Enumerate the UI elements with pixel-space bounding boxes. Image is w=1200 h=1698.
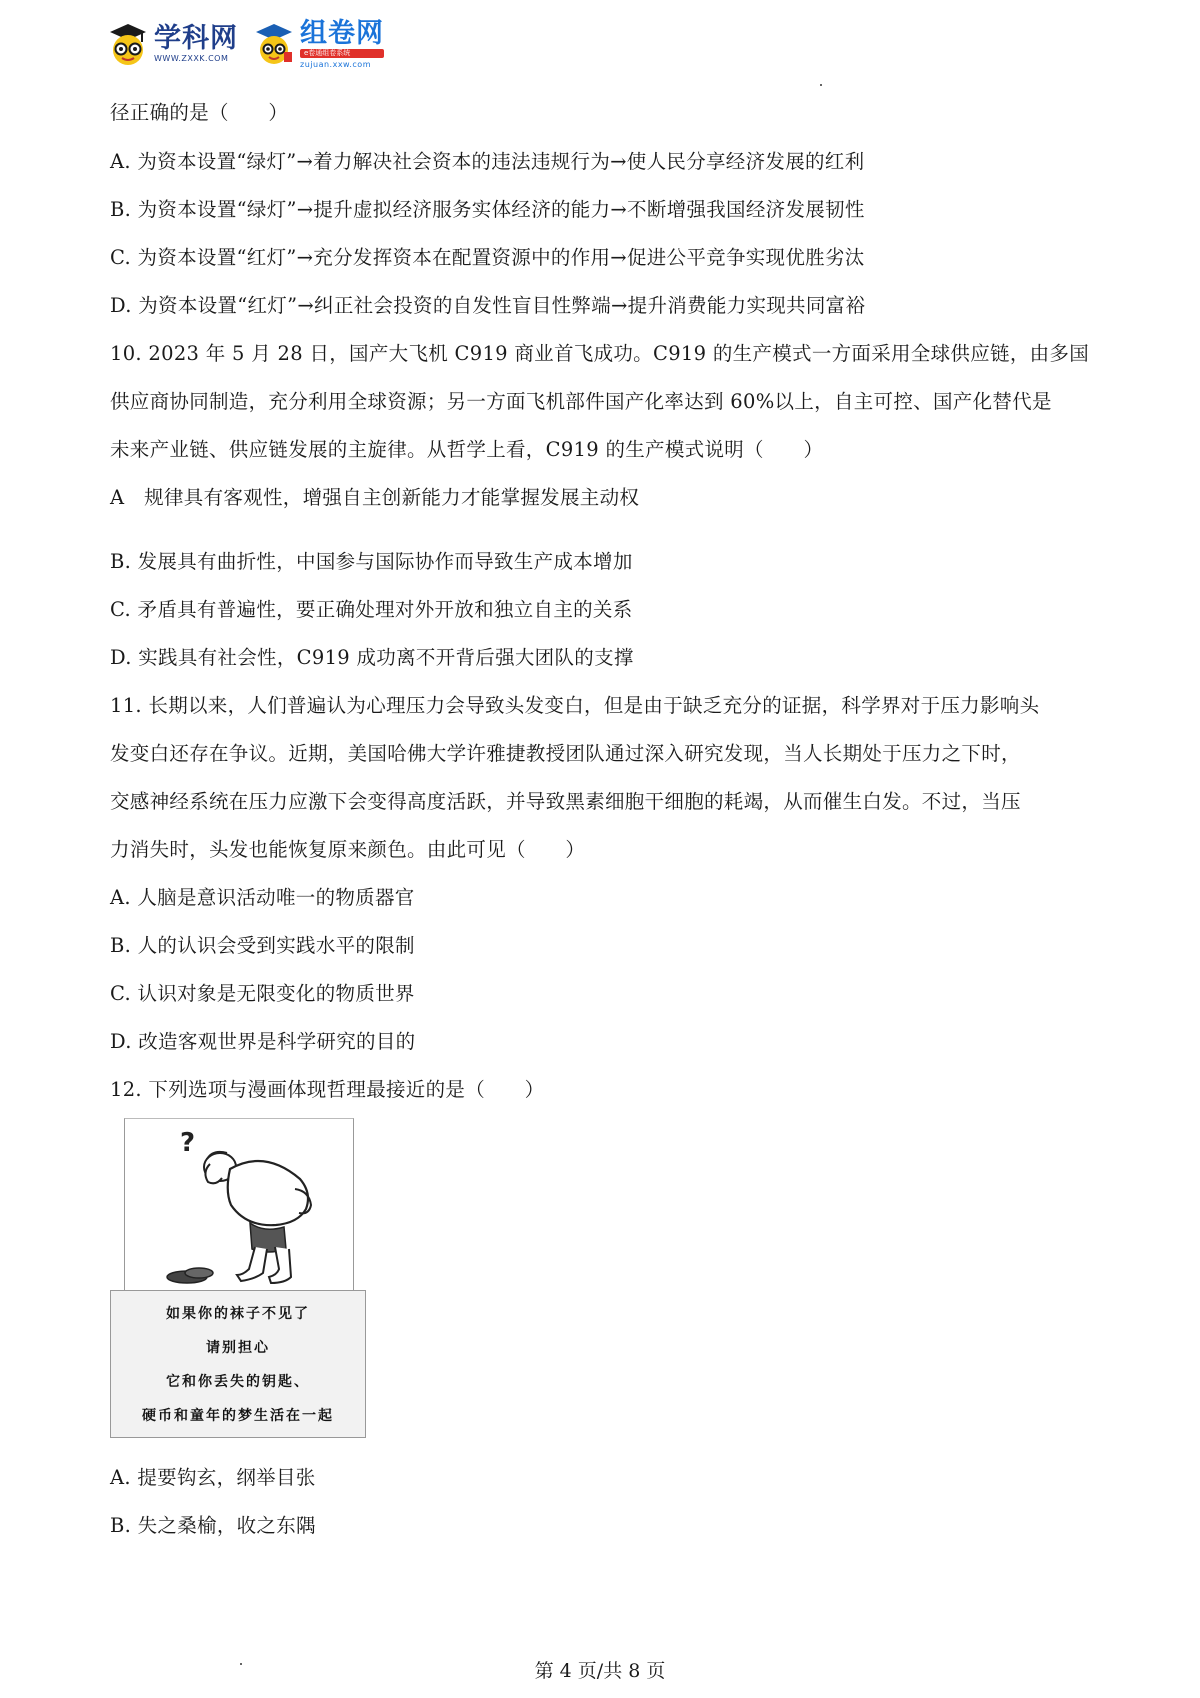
- cartoon-question-mark: ?: [180, 1128, 196, 1158]
- q9-option-a: A. 为资本设置“绿灯”→着力解决社会资本的违法违规行为→使人民分享经济发展的红利: [110, 150, 865, 173]
- scan-speck: [820, 84, 822, 86]
- cartoon-caption-line4: 硬币和童年的梦生活在一起: [142, 1408, 334, 1424]
- q11-stem-line1: 11. 长期以来，人们普遍认为心理压力会导致头发变白，但是由于缺乏充分的证据，科学界对于压力影响头: [110, 694, 1040, 717]
- cartoon-caption-line1: 如果你的袜子不见了: [166, 1306, 310, 1322]
- zxxk-mascot-icon: [108, 22, 148, 66]
- q12-stem: 12. 下列选项与漫画体现哲理最接近的是（ ）: [110, 1078, 545, 1101]
- q11-option-b: B. 人的认识会受到实践水平的限制: [110, 934, 415, 957]
- q11-option-c: C. 认识对象是无限变化的物质世界: [110, 982, 415, 1005]
- cartoon-man-drawing: [125, 1119, 353, 1291]
- q10-stem-line1: 10. 2023 年 5 月 28 日，国产大飞机 C919 商业首飞成功。C919 的生产模式一方面采用全球供应链，由多国: [110, 342, 1090, 365]
- q10-option-b: B. 发展具有曲折性，中国参与国际协作而导致生产成本增加: [110, 550, 633, 573]
- page-number-footer: 第 4 页/共 8 页: [534, 1660, 666, 1682]
- q11-option-d: D. 改造客观世界是科学研究的目的: [110, 1030, 416, 1053]
- q12-option-a: A. 提要钩玄，纲举目张: [110, 1466, 316, 1489]
- q11-option-a: A. 人脑是意识活动唯一的物质器官: [110, 886, 415, 909]
- zujuan-logo-tagline: e卷通组卷系统: [300, 49, 384, 58]
- q10-option-a: A 规律具有客观性，增强自主创新能力才能掌握发展主动权: [110, 486, 640, 509]
- q9-option-b: B. 为资本设置“绿灯”→提升虚拟经济服务实体经济的能力→不断增强我国经济发展韧性: [110, 198, 865, 221]
- zxxk-logo: [108, 22, 238, 66]
- header-logos: [108, 18, 384, 70]
- zujuan-mascot-icon: [254, 22, 294, 66]
- q10-option-c: C. 矛盾具有普遍性，要正确处理对外开放和独立自主的关系: [110, 598, 633, 621]
- zxxk-logo-name: 学科网: [154, 23, 238, 54]
- q12-option-b: B. 失之桑榆，收之东隅: [110, 1514, 316, 1537]
- zujuan-logo: [254, 17, 384, 69]
- q11-stem-line4: 力消失时，头发也能恢复原来颜色。由此可见（ ）: [110, 838, 586, 861]
- q9-option-c: C. 为资本设置“红灯”→充分发挥资本在配置资源中的作用→促进公平竞争实现优胜劣汰: [110, 246, 865, 269]
- q9-stem-tail: 径正确的是（ ）: [110, 101, 289, 124]
- cartoon-drawing-area: [124, 1118, 354, 1291]
- q11-stem-line2: 发变白还存在争议。近期，美国哈佛大学许雅捷教授团队通过深入研究发现，当人长期处于压力之下时，: [110, 742, 1021, 765]
- q12-cartoon: [110, 1118, 366, 1436]
- q10-stem-line3: 未来产业链、供应链发展的主旋律。从哲学上看，C919 的生产模式说明（ ）: [110, 438, 824, 461]
- cartoon-caption-line2: 请别担心: [206, 1340, 270, 1356]
- q11-stem-line3: 交感神经系统在压力应激下会变得高度活跃，并导致黑素细胞干细胞的耗竭，从而催生白发。不过，当压: [110, 790, 1021, 813]
- cartoon-caption-box: [110, 1290, 366, 1438]
- q10-option-d: D. 实践具有社会性，C919 成功离不开背后强大团队的支撑: [110, 646, 634, 669]
- zujuan-logo-url: zujuan.xxw.com: [300, 59, 371, 69]
- q10-stem-line2: 供应商协同制造，充分利用全球资源；另一方面飞机部件国产化率达到 60%以上，自主可控、国产化替代是: [110, 390, 1052, 413]
- q9-option-d: D. 为资本设置“红灯”→纠正社会投资的自发性盲目性弊端→提升消费能力实现共同富裕: [110, 294, 866, 317]
- cartoon-caption-line3: 它和你丢失的钥匙、: [166, 1374, 310, 1390]
- zujuan-logo-name: 组卷网: [300, 17, 384, 49]
- zxxk-logo-url: WWW.ZXXK.COM: [154, 54, 229, 63]
